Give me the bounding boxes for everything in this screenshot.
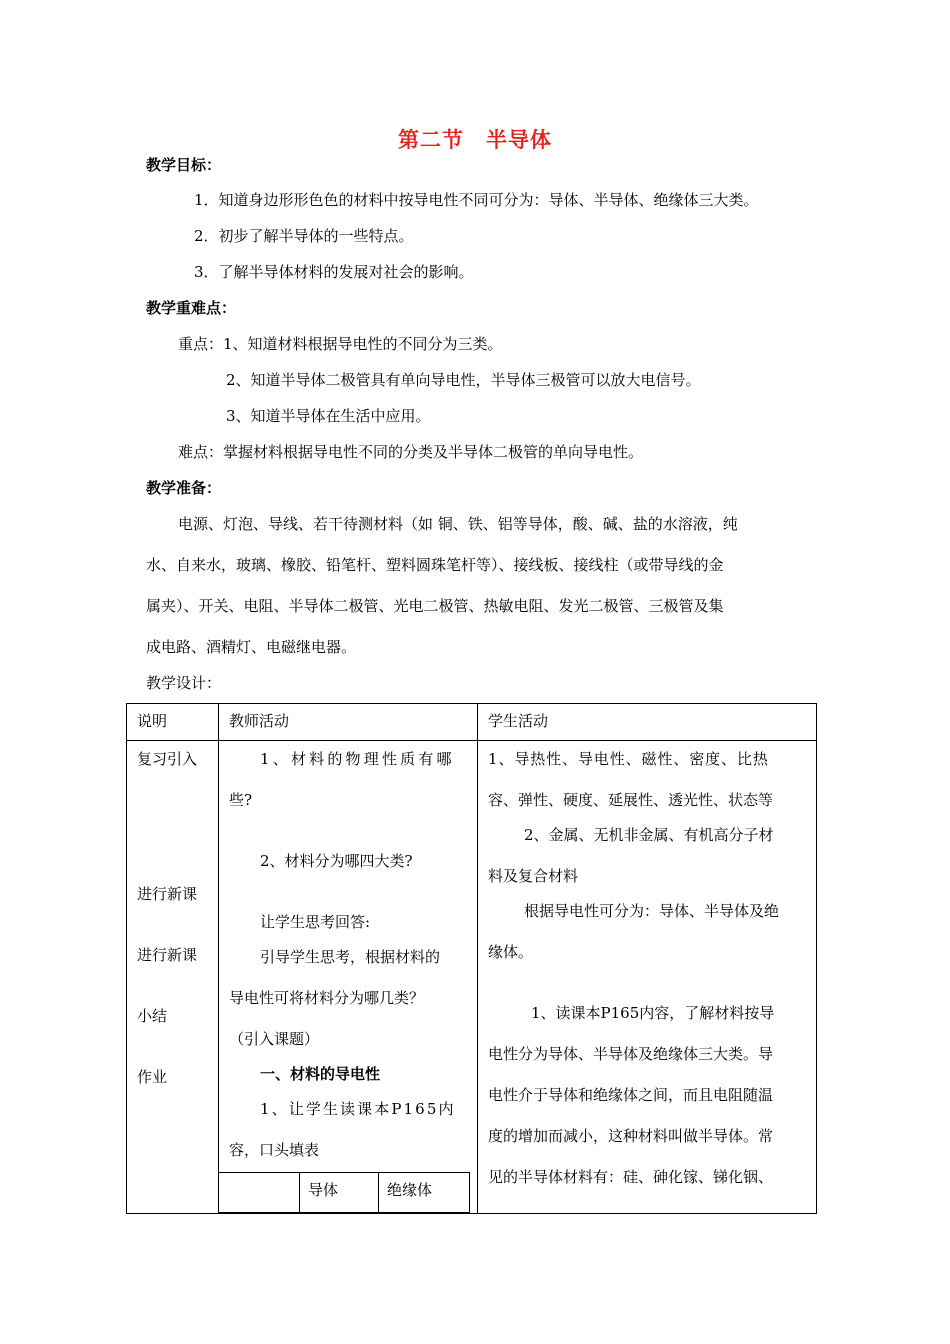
objectives-heading: 教学目标： [146, 156, 222, 174]
table-header [478, 704, 817, 741]
objective-item: 3．了解半导体材料的发展对社会的影响。 [194, 263, 474, 281]
student-line: 根据导电性可分为：导体、半导体及绝 [524, 902, 780, 920]
teacher-line: 容，口头填表 [229, 1141, 320, 1159]
preparation-line: 成电路、酒精灯、电磁继电器。 [146, 638, 357, 656]
stage-label: 进行新课 [137, 946, 198, 964]
student-line: 缘体。 [488, 943, 534, 961]
teacher-line: 2、材料分为哪四大类? [260, 852, 413, 870]
stage-label: 小结 [137, 1007, 168, 1025]
key-point: 3、知道半导体在生活中应用。 [226, 407, 431, 425]
key-point: 2、知道半导体二极管具有单向导电性，半导体三极管可以放大电信号。 [226, 371, 701, 389]
design-label: 教学设计： [146, 674, 222, 692]
student-line: 1、读课本P165内容，了解材料按导 [531, 1004, 775, 1022]
teacher-line: 1、让学生读课本P165内 [260, 1100, 456, 1118]
student-line: 容、弹性、硬度、延展性、透光性、状态等 [488, 791, 774, 809]
page-title: 第二节 半导体 [398, 128, 552, 152]
preparation-line: 属夹）、开关、电阻、半导体二极管、光电二极管、热敏电阻、发光二极管、三极管及集 [146, 597, 724, 615]
table-header [127, 704, 219, 741]
student-activity-cell [478, 741, 817, 1214]
stage-label: 进行新课 [137, 885, 198, 903]
objective-item: 2．初步了解半导体的一些特点。 [194, 227, 414, 245]
inner-header-blank [219, 1173, 300, 1213]
stage-label: 作业 [137, 1068, 168, 1086]
key-point: 重点：1、知道材料根据导电性的不同分为三类。 [178, 335, 503, 353]
section-heading: 一、材料的导电性 [260, 1065, 381, 1083]
lesson-table [126, 703, 817, 1214]
preparation-line: 水、自来水，玻璃、橡胶、铅笔杆、塑料圆珠笔杆等）、接线板、接线柱（或带导线的金 [146, 556, 724, 574]
teacher-line: 1、材料的物理性质有哪 [260, 750, 455, 768]
teacher-line: 些? [229, 791, 253, 809]
student-line: 见的半导体材料有：硅、砷化镓、锑化铟、 [488, 1168, 774, 1186]
inner-header-conductor: 导体 [300, 1173, 379, 1213]
teacher-line: 导电性可将材料分为哪几类？ [229, 989, 425, 1007]
header-teacher: 教师活动 [229, 712, 290, 730]
preparation-heading: 教学准备： [146, 479, 222, 497]
conductivity-table [218, 1172, 470, 1213]
stage-label: 复习引入 [137, 750, 198, 768]
student-line: 电性介于导体和绝缘体之间，而且电阻随温 [488, 1086, 774, 1104]
table-header [219, 704, 478, 741]
key-points-heading: 教学重难点： [146, 299, 237, 317]
student-line: 料及复合材料 [488, 867, 579, 885]
header-description: 说明 [137, 712, 168, 730]
teacher-line: 让学生思考回答: [260, 913, 371, 931]
teacher-activity-cell [219, 741, 478, 1214]
student-line: 度的增加而减小，这种材料叫做半导体。常 [488, 1127, 774, 1145]
preparation-line: 电源、灯泡、导线、若干待测材料（如 铜、铁、铝等导体，酸、碱、盐的水溶液，纯 [178, 515, 738, 533]
student-line: 电性分为导体、半导体及绝缘体三大类。导 [488, 1045, 774, 1063]
teacher-line: 引导学生思考，根据材料的 [260, 948, 441, 966]
student-line: 2、金属、无机非金属、有机高分子材 [524, 826, 774, 844]
difficulty-point: 难点：掌握材料根据导电性不同的分类及半导体二极管的单向导电性。 [178, 443, 644, 461]
description-cell [127, 741, 219, 1214]
inner-header-insulator: 绝缘体 [379, 1173, 470, 1213]
teacher-line: （引入课题） [229, 1030, 320, 1048]
header-student: 学生活动 [488, 712, 549, 730]
objective-item: 1．知道身边形形色色的材料中按导电性不同可分为：导体、半导体、绝缘体三大类。 [194, 191, 759, 209]
student-line: 1、导热性、导电性、磁性、密度、比热 [488, 750, 769, 768]
